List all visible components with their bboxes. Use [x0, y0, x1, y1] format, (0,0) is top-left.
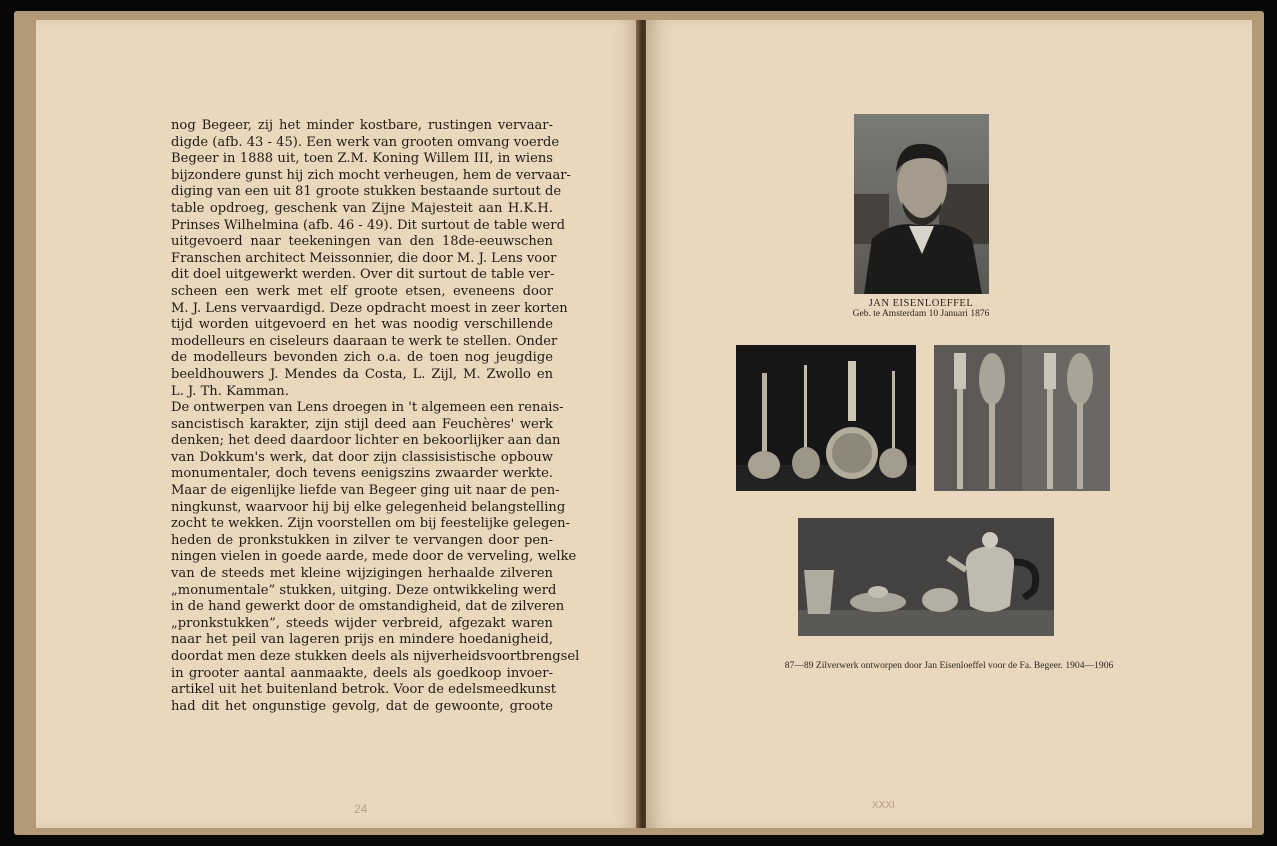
text-line: sancistisch karakter, zijn stijl deed aan Feuchères' werk	[171, 416, 553, 432]
text-line: in de hand gewerkt door de omstandigheid, dat de zilveren	[171, 599, 565, 615]
right-page	[646, 20, 1252, 828]
text-line: naar het peil van lageren prijs en mindere hoedanigheid,	[171, 632, 553, 648]
text-line: beeldhouwers J. Mendes da Costa, L. Zijl, M. Zwollo en	[171, 366, 553, 382]
text-line: heden de pronkstukken in zilver te vervangen door pen-	[171, 532, 553, 548]
page-pencil-number: XXXI	[872, 800, 895, 811]
text-line: scheen een werk met elf groote etsen, eveneens door	[171, 283, 553, 299]
text-line: dit doel uitgewerkt werden. Over dit surtout de table ver-	[171, 267, 555, 283]
text-line: digde (afb. 43 - 45). Een werk van grooten omvang voerde	[171, 134, 560, 150]
text-line: monumentaler, doch tevens eenigszins zwaarder werkte.	[171, 466, 553, 482]
page-pencil-number: 24	[354, 802, 368, 816]
text-line: „pronkstukken”, steeds wijder verbreid, afgezakt waren	[171, 615, 553, 631]
left-page	[36, 20, 640, 828]
spoons-illustration	[736, 345, 916, 491]
spoons-photo	[736, 345, 916, 491]
text-line: artikel uit het buitenland betrok. Voor de edelsmeedkunst	[171, 682, 557, 698]
text-line: uitgevoerd naar teekeningen van den 18de-eeuwschen	[171, 234, 553, 250]
text-line: „monumentale” stukken, uitging. Deze ontwikkeling werd	[171, 582, 557, 598]
plates-caption: 87—89 Zilverwerk ontworpen door Jan Eisenloeffel voor de Fa. Begeer. 1904—1906	[784, 660, 1114, 671]
cutlery-illustration	[934, 345, 1110, 491]
text-line: Prinses Wilhelmina (afb. 46 - 49). Dit surtout de table werd	[171, 217, 565, 233]
text-line: modelleurs en ciseleurs daaraan te werk te stellen. Onder	[171, 333, 558, 349]
text-line: L. J. Th. Kamman.	[171, 383, 289, 399]
text-line: van Dokkum's werk, dat door zijn classisistische opbouw	[171, 449, 553, 465]
portrait-name: JAN EISENLOEFFEL	[868, 298, 974, 309]
text-line: ningkunst, waarvoor hij bij elke gelegenheid belangstelling	[171, 499, 566, 515]
text-line: doordat men deze stukken deels als nijverheidsvoortbrengsel	[171, 649, 580, 664]
teaset-photo	[798, 518, 1054, 636]
teaset-illustration	[798, 518, 1054, 636]
body-text	[171, 118, 580, 715]
text-line: tijd worden uitgevoerd en het was noodig verschillende	[171, 317, 553, 333]
portrait-photo	[854, 114, 989, 294]
text-line: van de steeds met kleine wijzigingen herhaalde zilveren	[171, 566, 553, 582]
cutlery-photo	[934, 345, 1110, 491]
text-line: table opdroeg, geschenk van Zijne Majesteit aan H.K.H.	[171, 200, 553, 216]
text-line: ningen vielen in goede aarde, mede door de verveling, welke	[171, 549, 577, 565]
text-line: in grooter aantal aanmaakte, deels als goedkoop invoer-	[171, 665, 553, 681]
text-line: M. J. Lens vervaardigd. Deze opdracht moest in zeer korten	[171, 300, 568, 316]
text-line: had dit het ongunstige gevolg, dat de gewoonte, groote	[171, 698, 553, 714]
text-line: Begeer in 1888 uit, toen Z.M. Koning Willem III, in wiens	[171, 151, 553, 167]
text-line: denken; het deed daardoor lichter en bekoorlijker aan dan	[171, 433, 561, 449]
portrait-illustration	[854, 114, 989, 294]
text-line: Maar de eigenlijke liefde van Begeer ging uit naar de pen-	[171, 483, 560, 499]
text-line: bijzondere gunst hij zich mocht verheugen, hem de vervaar-	[171, 167, 571, 183]
text-line: zocht te wekken. Zijn voorstellen om bij feestelijke gelegen-	[171, 516, 570, 532]
portrait-subtitle: Geb. te Amsterdam 10 Januari 1876	[852, 309, 990, 319]
text-line: Franschen architect Meissonnier, die door M. J. Lens voor	[171, 250, 557, 266]
text-line: nog Begeer, zij het minder kostbare, rustingen vervaar-	[171, 118, 553, 133]
text-line: diging van een uit 81 groote stukken bestaande surtout de	[171, 184, 562, 200]
text-line: de modelleurs bevonden zich o.a. de toen nog jeugdige	[171, 350, 553, 366]
text-line: De ontwerpen van Lens droegen in 't algemeen een renais-	[171, 400, 564, 416]
